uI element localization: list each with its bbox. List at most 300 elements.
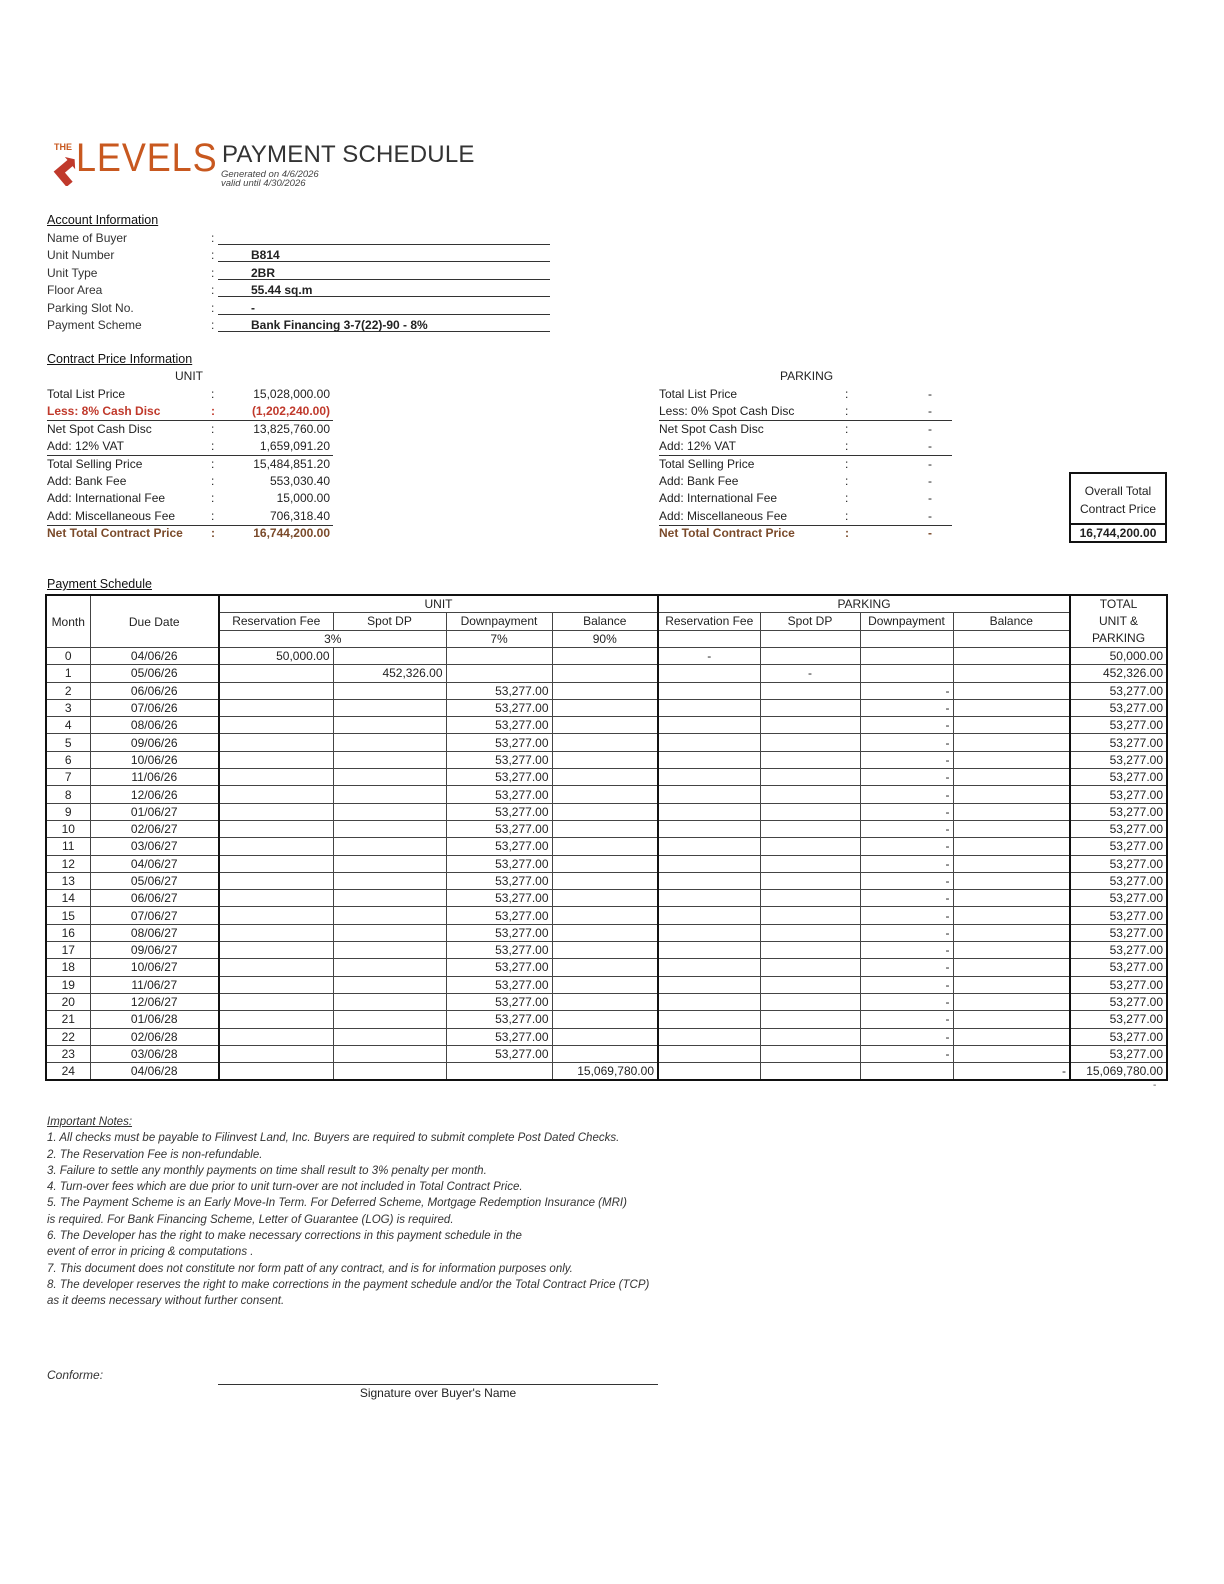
table-cell [552,924,658,941]
table-cell [760,993,860,1010]
table-cell [953,751,1070,768]
table-cell: - [860,1045,953,1062]
table-cell: 18 [46,959,90,976]
table-cell: 12 [46,855,90,872]
account-value: B814 [218,247,550,262]
account-colon: : [211,231,215,245]
table-cell [760,959,860,976]
table-cell [658,717,760,734]
unit-price-row [47,386,333,403]
subcol-header: Balance [953,613,1070,630]
table-cell: 53,277.00 [446,682,552,699]
table-cell [760,890,860,907]
col-total [1070,595,1167,648]
table-cell [658,1011,760,1028]
table-cell [446,648,552,665]
table-cell [658,665,760,682]
table-row [46,993,1167,1010]
price-value: - [928,508,932,523]
table-cell: - [860,890,953,907]
table-cell [219,924,333,941]
table-cell [953,890,1070,907]
table-cell [219,1011,333,1028]
table-cell [658,855,760,872]
table-cell [860,665,953,682]
table-cell: 19 [46,976,90,993]
price-label: Less: 0% Spot Cash Disc [659,404,795,419]
table-cell [552,907,658,924]
signature-line [218,1384,658,1385]
table-cell [446,1063,552,1081]
table-cell [333,699,446,716]
table-cell: 53,277.00 [446,820,552,837]
table-row [46,942,1167,959]
table-cell: 53,277.00 [1070,717,1167,734]
price-colon: : [211,421,215,436]
account-label: Name of Buyer [47,231,128,245]
price-value: 1,659,091.20 [259,439,330,454]
table-row [46,959,1167,976]
schedule-section-title: Payment Schedule [47,577,152,591]
note-line: 8. The developer reserves the right to make corrections in the payment schedule and/or the Total Contract Price (TCP) [47,1278,650,1291]
table-cell [953,838,1070,855]
parking-price-row [659,525,952,542]
table-cell [760,717,860,734]
levels-logo [52,136,218,186]
table-cell: 6 [46,751,90,768]
unit-heading: UNIT [175,369,203,383]
logo-text: LEVELS [76,136,218,180]
table-cell [658,820,760,837]
table-cell [333,786,446,803]
table-cell: - [860,907,953,924]
table-cell [219,907,333,924]
table-cell [760,751,860,768]
table-cell [658,872,760,889]
total-header-2: UNIT & [1098,614,1139,628]
table-cell: 07/06/26 [90,699,219,716]
table-cell [953,942,1070,959]
signature-label: Signature over Buyer's Name [359,1386,517,1400]
price-colon: : [845,508,849,523]
price-label: Net Spot Cash Disc [47,421,152,436]
table-cell [760,820,860,837]
table-cell [552,820,658,837]
table-cell: 53,277.00 [1070,734,1167,751]
table-row [46,734,1167,751]
table-cell: 06/06/26 [90,682,219,699]
parking-price-row [659,421,952,438]
table-cell: - [860,872,953,889]
table-cell: 53,277.00 [446,751,552,768]
table-cell [333,734,446,751]
table-cell [760,855,860,872]
overall-label-1: Overall Total [1084,484,1152,498]
unit-price-row [47,473,333,490]
price-colon: : [211,526,215,541]
col-parking-group: PARKING [658,595,1070,613]
table-cell: 10/06/26 [90,751,219,768]
table-cell: - [860,682,953,699]
table-cell [219,1028,333,1045]
table-cell: 0 [46,648,90,665]
table-cell: 53,277.00 [446,769,552,786]
table-cell [552,665,658,682]
table-cell [953,855,1070,872]
account-row [47,247,557,264]
table-cell: 53,277.00 [446,924,552,941]
price-colon: : [211,439,215,454]
price-colon: : [845,456,849,471]
price-label: Add: International Fee [47,491,166,506]
table-cell: 53,277.00 [446,1028,552,1045]
table-cell [552,786,658,803]
table-cell: 53,277.00 [1070,890,1167,907]
table-cell: 01/06/28 [90,1011,219,1028]
table-row [46,838,1167,855]
price-value: - [928,404,932,419]
table-cell [953,1011,1070,1028]
table-cell [333,959,446,976]
contract-section-title: Contract Price Information [47,352,193,366]
table-cell [953,820,1070,837]
table-cell: 10/06/27 [90,959,219,976]
table-cell: 11 [46,838,90,855]
table-cell [658,769,760,786]
table-cell [219,1063,333,1081]
table-cell [953,665,1070,682]
subcol-header: Spot DP [333,613,446,630]
table-cell [552,699,658,716]
table-cell [219,665,333,682]
table-row [46,820,1167,837]
table-cell [953,959,1070,976]
note-line: 1. All checks must be payable to Filinvest Land, Inc. Buyers are required to submit complete Post Dated Checks. [47,1132,620,1145]
table-cell [552,838,658,855]
table-cell: 53,277.00 [1070,993,1167,1010]
parking-price-row [659,456,952,473]
table-cell [953,803,1070,820]
account-value: 55.44 sq.m [218,282,550,297]
note-line: 4. Turn-over fees which are due prior to unit turn-over are not included in Total Contract Price. [47,1181,523,1194]
table-cell [658,1045,760,1062]
table-cell: 04/06/27 [90,855,219,872]
price-label: Total List Price [47,387,126,401]
table-cell [219,993,333,1010]
table-cell [658,786,760,803]
table-cell: 05/06/27 [90,872,219,889]
table-cell: 02/06/27 [90,820,219,837]
table-cell: 13 [46,872,90,889]
table-cell [760,976,860,993]
table-cell: 53,277.00 [446,890,552,907]
table-cell [552,942,658,959]
table-cell: 23 [46,1045,90,1062]
account-label: Unit Number [47,248,115,263]
table-row [46,1011,1167,1028]
price-label: Add: 12% VAT [47,439,124,454]
table-cell [953,976,1070,993]
table-cell: 53,277.00 [1070,855,1167,872]
table-row [46,872,1167,889]
table-cell [658,1063,760,1081]
price-colon: : [211,508,215,523]
table-cell [658,682,760,699]
unit-price-row [47,525,333,542]
table-cell: 03/06/28 [90,1045,219,1062]
table-cell [333,924,446,941]
logo-the: THE [54,142,72,152]
note-line: is required. For Bank Financing Scheme, Letter of Guarantee (LOG) is required. [47,1213,454,1226]
account-row [47,265,557,282]
table-cell [760,786,860,803]
table-cell: - [860,820,953,837]
parking-price-row [659,438,952,456]
table-cell: 53,277.00 [1070,838,1167,855]
table-cell: - [860,717,953,734]
table-cell [658,942,760,959]
table-cell [333,838,446,855]
table-cell: 53,277.00 [446,1011,552,1028]
subcol-header: Reservation Fee [219,613,333,630]
table-cell: 12/06/27 [90,993,219,1010]
table-cell [552,1028,658,1045]
price-value: 13,825,760.00 [253,421,330,436]
table-cell: 4 [46,717,90,734]
table-cell [760,699,860,716]
table-cell [760,734,860,751]
price-colon: : [211,474,215,488]
table-cell: 53,277.00 [446,993,552,1010]
table-cell [333,993,446,1010]
account-value [218,230,550,245]
table-cell: 21 [46,1011,90,1028]
table-cell [658,890,760,907]
table-cell [953,699,1070,716]
table-cell [953,872,1070,889]
price-value: 15,484,851.20 [253,456,330,471]
table-cell [760,769,860,786]
price-label: Less: 8% Cash Disc [47,404,161,419]
unit-price-row [47,421,333,438]
notes-heading: Important Notes: [47,1116,133,1128]
table-cell [552,803,658,820]
price-colon: : [211,404,215,419]
table-cell [333,648,446,665]
account-colon: : [211,300,215,315]
table-cell [333,1063,446,1081]
table-cell: 08/06/26 [90,717,219,734]
price-label: Total Selling Price [659,456,755,471]
table-cell: 07/06/27 [90,907,219,924]
table-cell: 53,277.00 [1070,682,1167,699]
table-cell: 53,277.00 [1070,976,1167,993]
parking-price-row [659,490,952,507]
note-line: 5. The Payment Scheme is an Early Move-In Term. For Deferred Scheme, Mortgage Redemption Insurance (MRI) [47,1197,627,1210]
account-value: - [218,300,550,315]
table-cell: 11/06/27 [90,976,219,993]
table-cell [219,682,333,699]
table-cell [953,1028,1070,1045]
table-cell [219,942,333,959]
table-cell [219,786,333,803]
table-cell [333,682,446,699]
price-value: - [928,387,932,401]
table-cell [760,942,860,959]
account-label: Payment Scheme [47,318,142,332]
table-cell: 17 [46,942,90,959]
table-cell: 53,277.00 [1070,907,1167,924]
price-colon: : [211,491,215,506]
account-label: Parking Slot No. [47,300,134,315]
table-row [46,1063,1167,1081]
table-cell [860,648,953,665]
table-cell [446,665,552,682]
table-cell [552,993,658,1010]
table-cell [658,751,760,768]
note-line: 7. This document does not constitute nor form patt of any contract, and is for information purposes only. [47,1262,573,1275]
table-cell [333,907,446,924]
table-cell: 53,277.00 [1070,872,1167,889]
price-value: - [928,421,932,436]
table-cell [760,1011,860,1028]
page-title: PAYMENT SCHEDULE [222,141,475,168]
table-cell: 53,277.00 [446,907,552,924]
table-cell: - [860,976,953,993]
table-cell [658,907,760,924]
table-cell [552,682,658,699]
table-cell: 50,000.00 [1070,648,1167,665]
price-label: Net Total Contract Price [47,526,183,541]
price-colon: : [845,526,849,541]
table-cell [658,1028,760,1045]
table-cell [658,838,760,855]
table-cell [760,872,860,889]
table-cell: 1 [46,665,90,682]
table-row [46,648,1167,665]
table-cell [552,751,658,768]
table-cell [953,993,1070,1010]
col-unit-group: UNIT [219,595,658,613]
table-cell: - [860,786,953,803]
table-cell: 53,277.00 [446,734,552,751]
table-cell: - [953,1063,1070,1081]
table-row [46,1045,1167,1062]
table-cell [658,924,760,941]
table-cell [219,838,333,855]
table-cell: 53,277.00 [1070,959,1167,976]
price-label: Add: Miscellaneous Fee [659,508,788,523]
table-cell [760,1045,860,1062]
account-row [47,317,557,334]
table-cell: 09/06/26 [90,734,219,751]
price-colon: : [845,474,849,488]
table-cell [219,872,333,889]
table-cell: 03/06/27 [90,838,219,855]
price-label: Add: Miscellaneous Fee [47,508,176,523]
account-row [47,230,557,247]
payment-schedule-table [45,594,1168,1081]
table-cell: 53,277.00 [446,717,552,734]
table-cell: 53,277.00 [446,872,552,889]
table-cell [658,976,760,993]
table-cell: 53,277.00 [1070,803,1167,820]
table-row [46,976,1167,993]
table-cell [333,1045,446,1062]
price-label: Add: 12% VAT [659,439,736,454]
table-cell: 06/06/27 [90,890,219,907]
table-cell: 53,277.00 [1070,1045,1167,1062]
table-cell: - [860,699,953,716]
important-notes [47,1114,747,1310]
table-cell [658,959,760,976]
table-cell [333,976,446,993]
table-cell [219,751,333,768]
table-cell [658,803,760,820]
table-cell: 53,277.00 [446,803,552,820]
price-colon: : [845,387,849,401]
table-cell [658,993,760,1010]
price-value: - [928,491,932,506]
price-value: 15,028,000.00 [253,387,330,401]
table-cell: - [760,665,860,682]
table-cell [219,699,333,716]
table-cell: 5 [46,734,90,751]
table-cell [552,855,658,872]
table-cell: - [860,1028,953,1045]
table-cell [760,648,860,665]
note-line: 6. The Developer has the right to make necessary corrections in this payment schedule in the [47,1230,522,1243]
table-cell [860,1063,953,1081]
table-cell: 24 [46,1063,90,1081]
table-row [46,907,1167,924]
table-cell [219,855,333,872]
table-cell [953,648,1070,665]
price-colon: : [211,456,215,471]
table-cell [552,890,658,907]
account-colon: : [211,318,215,332]
note-line: as it deems necessary without further consent. [47,1295,285,1308]
unit-price-row [47,403,333,421]
table-cell: - [860,959,953,976]
table-cell [552,976,658,993]
table-cell: 53,277.00 [1070,820,1167,837]
table-cell [552,1011,658,1028]
table-cell: - [860,838,953,855]
total-header-3: PARKING [1091,631,1146,645]
table-cell [552,1045,658,1062]
account-value: Bank Financing 3-7(22)-90 - 8% [218,317,550,332]
table-cell: 53,277.00 [1070,699,1167,716]
table-row [46,803,1167,820]
table-cell: 02/06/28 [90,1028,219,1045]
parking-price-row [659,403,952,421]
table-cell: 53,277.00 [446,838,552,855]
unit-price-row [47,456,333,473]
total-header-1: TOTAL [1099,597,1138,611]
table-cell [333,942,446,959]
generated-date: Generated on 4/6/2026 [221,169,319,180]
overall-label-2: Contract Price [1079,502,1157,516]
price-label: Net Spot Cash Disc [659,421,764,436]
table-cell: - [860,769,953,786]
table-cell [333,803,446,820]
table-cell: 11/06/26 [90,769,219,786]
table-cell [333,820,446,837]
price-label: Total Selling Price [47,456,143,471]
table-cell: - [860,803,953,820]
trailing-dash: - [1153,1080,1157,1091]
